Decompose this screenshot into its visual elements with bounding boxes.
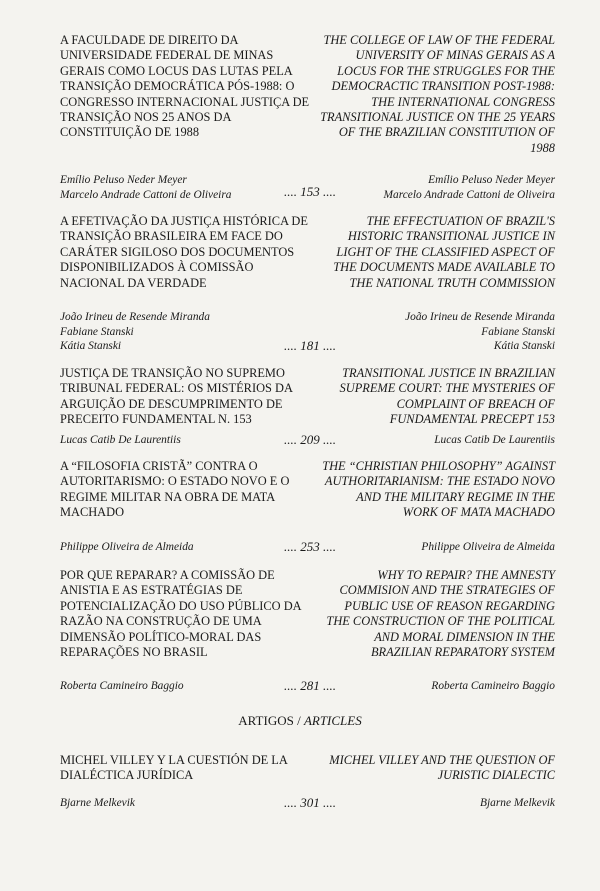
author-name: João Irineu de Resende Miranda: [405, 311, 555, 323]
entry-authors-en: [330, 433, 555, 448]
entry-title-pt: A “FILOSOFIA CRISTÃ” CONTRA O AUTORITARISMO: O ESTADO NOVO E O REGIME MILITAR NA OBRA DE MATA MACHADO: [60, 459, 290, 520]
page-number[interactable]: .... 253 ....: [284, 539, 336, 554]
entry-title-en: WHY TO REPAIR? THE AMNESTY COMMISION AND THE STRATEGIES OF PUBLIC USE OF REASON REGARDING THE CONSTRUCTION OF THE POLITICAL AND MORAL DIMENSION IN THE BRAZILIAN REPARATORY SYSTEM: [326, 568, 555, 660]
entry-authors-en: [330, 679, 555, 694]
entry-title-en: THE COLLEGE OF LAW OF THE FEDERAL UNIVERSITY OF MINAS GERAIS AS A LOCUS FOR THE STRUGGLES FOR THE DEMOCRACTIC TRANSITION POST-1988: THE INTERNATIONAL CONGRESS TRANSITIONAL JUSTICE ON THE 25 YEARS OF THE BRAZILIAN CONSTITUTION OF 1988: [320, 33, 555, 155]
author-name: Lucas Catib De Laurentiis: [434, 434, 555, 446]
author-name: Lucas Catib De Laurentiis: [60, 434, 181, 446]
entry-authors-pt: [60, 433, 290, 448]
page-number[interactable]: .... 153 ....: [284, 184, 336, 199]
author-name: Roberta Camineiro Baggio: [60, 680, 184, 692]
entry-title-pt: MICHEL VILLEY Y LA CUESTIÓN DE LA DIALÉCTICA JURÍDICA: [60, 753, 288, 783]
author-name: Marcelo Andrade Cattoni de Oliveira: [383, 188, 555, 201]
author-name: Philippe Oliveira de Almeida: [421, 541, 555, 553]
entry-authors-pt: [60, 173, 290, 202]
entry-authors-pt: [60, 796, 290, 811]
author-name: Fabiane Stanski: [481, 325, 555, 338]
entry-title-en: THE EFFECTUATION OF BRAZIL'S HISTORIC TRANSITIONAL JUSTICE IN LIGHT OF THE CLASSIFIED ASPECT OF THE DOCUMENTS MADE AVAILABLE TO THE NATIONAL TRUTH COMMISSION: [333, 214, 555, 290]
entry-authors-en: [330, 310, 555, 354]
entry-authors-pt: [60, 679, 290, 694]
entry-title-pt: JUSTIÇA DE TRANSIÇÃO NO SUPREMO TRIBUNAL FEDERAL: OS MISTÉRIOS DA ARGUIÇÃO DE DESCUMPRIMENTO DE PRECEITO FUNDAMENTAL N. 153: [60, 366, 293, 427]
entry-title-en: TRANSITIONAL JUSTICE IN BRAZILIAN SUPREME COURT: THE MYSTERIES OF COMPLAINT OF BREACH OF FUNDAMENTAL PRECEPT 153: [339, 366, 555, 427]
section-heading: [0, 713, 600, 729]
author-name: João Irineu de Resende Miranda: [60, 311, 210, 323]
page-number[interactable]: .... 209 ....: [284, 432, 336, 447]
section-label-pt: ARTIGOS /: [238, 713, 304, 728]
entry-authors-en: [330, 540, 555, 555]
author-name: Emílio Peluso Neder Meyer: [428, 174, 555, 186]
entry-authors-en: [330, 173, 555, 202]
author-name: Marcelo Andrade Cattoni de Oliveira: [60, 188, 232, 201]
entry-authors-pt: [60, 540, 290, 555]
section-label-en: ARTICLES: [303, 713, 362, 728]
entry-title-pt: POR QUE REPARAR? A COMISSÃO DE ANISTIA E AS ESTRATÉGIAS DE POTENCIALIZAÇÃO DO USO PÚBLICO DA RAZÃO NA CONSTRUÇÃO DE UMA DIMENSÃO POLÍTICO-MORAL DAS REPARAÇÕES NO BRASIL: [60, 568, 301, 660]
author-name: Emílio Peluso Neder Meyer: [60, 174, 187, 186]
entry-title-pt: A FACULDADE DE DIREITO DA UNIVERSIDADE FEDERAL DE MINAS GERAIS COMO LOCUS DAS LUTAS PELA TRANSIÇÃO DEMOCRÁTICA PÓS-1988: O CONGRESSO INTERNACIONAL JUSTIÇA DE TRANSIÇÃO NOS 25 ANOS DA CONSTITUIÇÃO DE 1988: [60, 33, 310, 140]
page-number[interactable]: .... 301 ....: [284, 795, 336, 810]
entry-title-en: THE “CHRISTIAN PHILOSOPHY” AGAINST AUTHORITARIANISM: THE ESTADO NOVO AND THE MILITARY REGIME IN THE WORK OF MATA MACHADO: [322, 459, 555, 520]
author-name: Philippe Oliveira de Almeida: [60, 541, 194, 553]
entry-title-en: MICHEL VILLEY AND THE QUESTION OF JURISTIC DIALECTIC: [329, 753, 555, 783]
author-name: Roberta Camineiro Baggio: [431, 680, 555, 692]
entry-title-pt: A EFETIVAÇÃO DA JUSTIÇA HISTÓRICA DE TRANSIÇÃO BRASILEIRA EM FACE DO CARÁTER SIGILOSO DOS DOCUMENTOS DISPONIBILIZADOS À COMISSÃO NACIONAL DA VERDADE: [60, 214, 308, 290]
author-name: Fabiane Stanski: [60, 325, 134, 338]
author-name: Kátia Stanski: [60, 340, 122, 352]
author-name: Bjarne Melkevik: [60, 797, 135, 809]
entry-authors-pt: [60, 310, 290, 354]
page-number[interactable]: .... 281 ....: [284, 678, 336, 693]
author-name: Kátia Stanski: [493, 340, 555, 352]
author-name: Bjarne Melkevik: [480, 797, 555, 809]
page-number[interactable]: .... 181 ....: [284, 338, 336, 353]
entry-authors-en: [330, 796, 555, 811]
